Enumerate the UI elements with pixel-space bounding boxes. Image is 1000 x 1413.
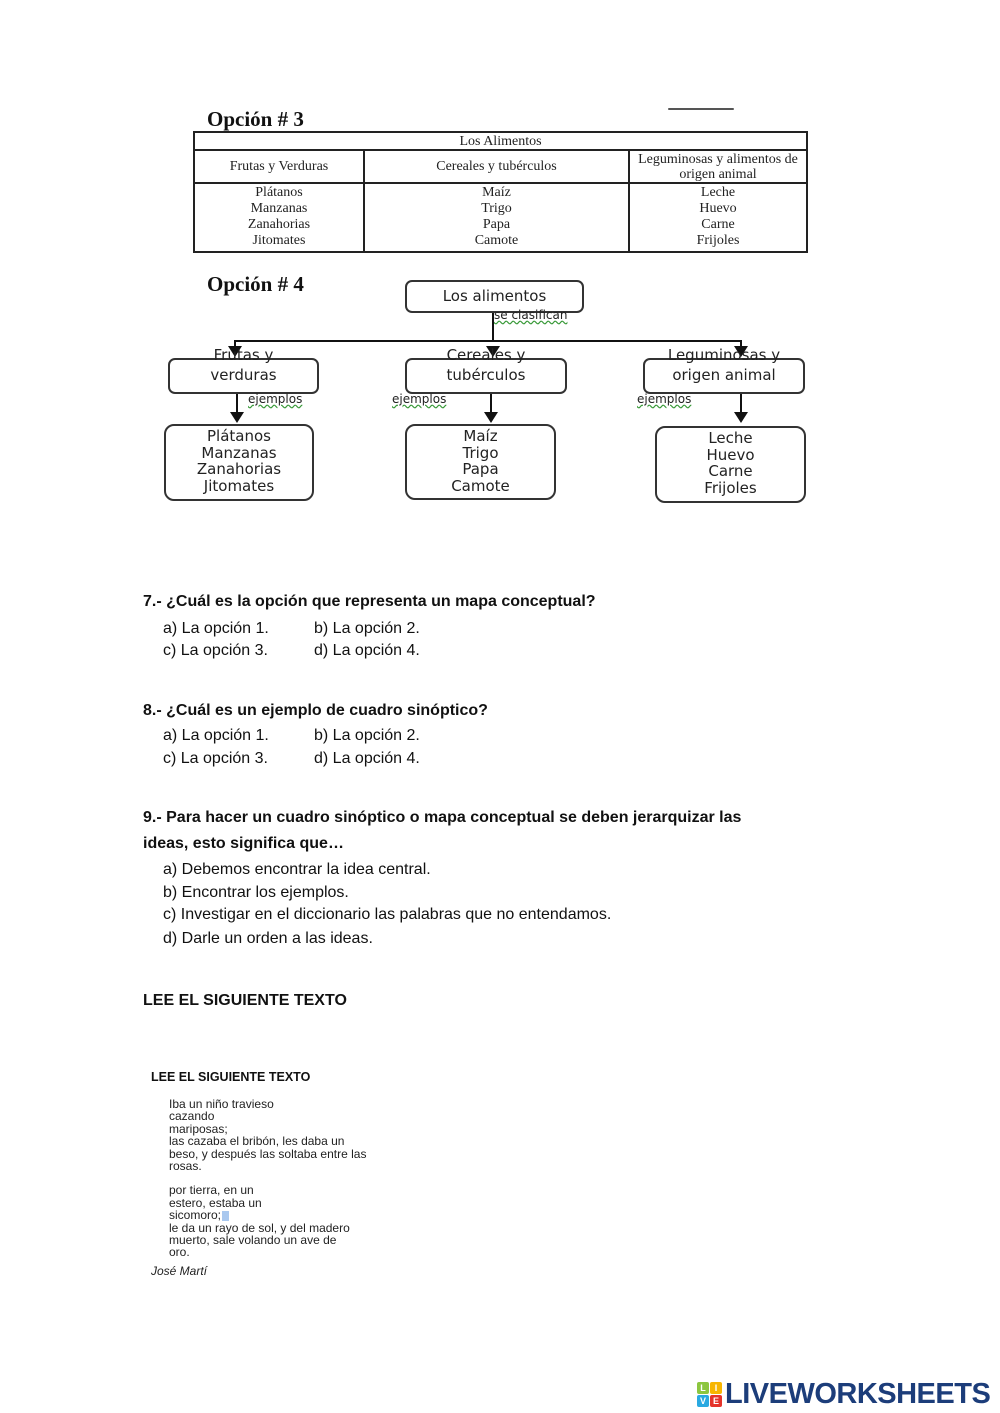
table-cell: Camote xyxy=(474,233,519,248)
question-9-answer-d[interactable]: d) Darle un orden a las ideas. xyxy=(163,930,373,947)
question-7-answer-a[interactable]: a) La opción 1. xyxy=(163,620,269,637)
examples-node-fruits xyxy=(164,424,314,501)
poem-line: cazando xyxy=(169,1109,215,1124)
question-7-answer-b[interactable]: b) La opción 2. xyxy=(314,620,420,637)
logo-letter: E xyxy=(710,1395,722,1407)
example-item: Trigo xyxy=(462,443,499,462)
example-item: Camote xyxy=(451,476,510,495)
question-9-answer-b[interactable]: b) Encontrar los ejemplos. xyxy=(163,884,349,901)
table-cell: Papa xyxy=(482,217,511,232)
question-9-line2: ideas, esto significa que… xyxy=(143,835,344,852)
live-blocks-icon xyxy=(697,1382,722,1407)
examples-node-legumes xyxy=(655,426,806,503)
question-8-answer-b[interactable]: b) La opción 2. xyxy=(314,727,420,744)
option-3-title: Opción # 3 xyxy=(207,107,304,131)
question-7: 7.- ¿Cuál es la opción que representa un mapa conceptual? xyxy=(143,593,596,610)
table-column-fruits xyxy=(194,183,364,252)
example-item: Maíz xyxy=(463,427,498,445)
table-cell: Zanahorias xyxy=(247,217,311,232)
connector-line xyxy=(490,394,492,414)
table-cell: Jitomates xyxy=(252,233,306,248)
poem-line: beso, y después las soltaba entre las xyxy=(169,1146,367,1161)
scan-artifact-mark xyxy=(668,108,734,110)
table-column-cereals xyxy=(364,183,629,252)
poem-line: oro. xyxy=(169,1245,190,1260)
table-cell: Manzanas xyxy=(250,201,308,216)
concept-root-node: Los alimentos xyxy=(405,280,584,313)
table-cell: Carne xyxy=(701,217,735,232)
arrow-down-icon xyxy=(230,412,244,423)
logo-letter: V xyxy=(697,1395,709,1407)
table-column-legumes xyxy=(629,183,807,252)
table-cell: Huevo xyxy=(699,201,737,216)
link-label-ejemplos: ejemplos xyxy=(248,392,303,406)
poem-line: por tierra, en un xyxy=(169,1183,254,1198)
logo-letter: I xyxy=(710,1382,722,1394)
example-item: Jitomates xyxy=(203,476,275,495)
example-item: Frijoles xyxy=(704,478,757,497)
poem-line: mariposas; xyxy=(169,1121,228,1136)
poem-line-text: sicomoro; xyxy=(169,1208,222,1223)
node-label-overlap: Cereales y xyxy=(446,346,526,364)
table-cell: Maíz xyxy=(482,185,511,200)
poem-line xyxy=(169,1209,366,1221)
table-cell: Trigo xyxy=(481,201,512,216)
connector-line xyxy=(740,394,742,414)
text-cursor-highlight xyxy=(222,1211,229,1221)
poem-line: estero, estaba un xyxy=(169,1195,262,1210)
example-item: Huevo xyxy=(706,445,755,464)
liveworksheets-logo xyxy=(697,1378,990,1411)
question-8-answer-c[interactable]: c) La opción 3. xyxy=(163,750,268,767)
poem-image-heading: LEE EL SIGUIENTE TEXTO xyxy=(151,1070,311,1084)
question-7-answer-d[interactable]: d) La opción 4. xyxy=(314,642,420,659)
table-header-legumes: Leguminosas y alimentos de origen animal xyxy=(629,150,807,183)
link-label-se-clasifican: se clasifican xyxy=(494,308,568,322)
example-item: Plátanos xyxy=(207,427,271,445)
example-item: Leche xyxy=(708,429,753,447)
logo-letter: L xyxy=(697,1382,709,1394)
reading-heading: LEE EL SIGUIENTE TEXTO xyxy=(143,992,347,1009)
connector-line xyxy=(236,394,238,414)
table-cell: Plátanos xyxy=(255,185,303,200)
table-cell: Leche xyxy=(700,185,736,200)
poem-line: muerto, sale volando un ave de xyxy=(169,1233,337,1248)
foods-table xyxy=(193,131,808,253)
question-7-answer-c[interactable]: c) La opción 3. xyxy=(163,642,268,659)
poem-line: las cazaba el bribón, les daba un xyxy=(169,1134,345,1149)
poem-author: José Martí xyxy=(151,1264,208,1278)
node-label-overlap: Leguminosas y xyxy=(667,346,781,364)
arrow-down-icon xyxy=(734,412,748,423)
question-9-line1: 9.- Para hacer un cuadro sinóptico o mapa conceptual se deben jerarquizar las xyxy=(143,809,742,826)
question-9-answer-a[interactable]: a) Debemos encontrar la idea central. xyxy=(163,861,431,878)
table-caption: Los Alimentos xyxy=(194,132,807,150)
example-item: Papa xyxy=(462,460,499,478)
question-8-answer-a[interactable]: a) La opción 1. xyxy=(163,727,269,744)
option-4-title: Opción # 4 xyxy=(207,272,304,296)
node-label-overlap: Frutas y xyxy=(213,346,274,364)
table-header-fruits: Frutas y Verduras xyxy=(194,150,364,183)
question-8-answer-d[interactable]: d) La opción 4. xyxy=(314,750,420,767)
example-item: Zanahorias xyxy=(196,460,282,478)
poem-line: Iba un niño travieso xyxy=(169,1097,274,1111)
brand-name: LIVEWORKSHEETS xyxy=(725,1378,991,1410)
poem-line: le da un rayo de sol, y del madero xyxy=(169,1220,350,1235)
question-9-answer-c[interactable]: c) Investigar en el diccionario las palabras que no entendamos. xyxy=(163,906,612,923)
connector-horizontal xyxy=(234,340,742,342)
table-cell: Frijoles xyxy=(696,233,740,248)
link-label-ejemplos: ejemplos xyxy=(392,392,447,406)
example-item: Manzanas xyxy=(201,443,277,462)
poem-line: rosas. xyxy=(169,1159,202,1174)
example-item: Carne xyxy=(708,462,753,480)
table-header-cereals: Cereales y tubérculos xyxy=(364,150,629,183)
link-label-ejemplos: ejemplos xyxy=(637,392,692,406)
poem-text xyxy=(169,1098,366,1259)
node-label: tubérculos xyxy=(446,366,526,384)
question-8: 8.- ¿Cuál es un ejemplo de cuadro sinóptico? xyxy=(143,702,488,719)
node-label: verduras xyxy=(210,366,277,384)
node-label: origen animal xyxy=(672,366,776,384)
examples-node-cereals xyxy=(405,424,556,500)
arrow-down-icon xyxy=(484,412,498,423)
